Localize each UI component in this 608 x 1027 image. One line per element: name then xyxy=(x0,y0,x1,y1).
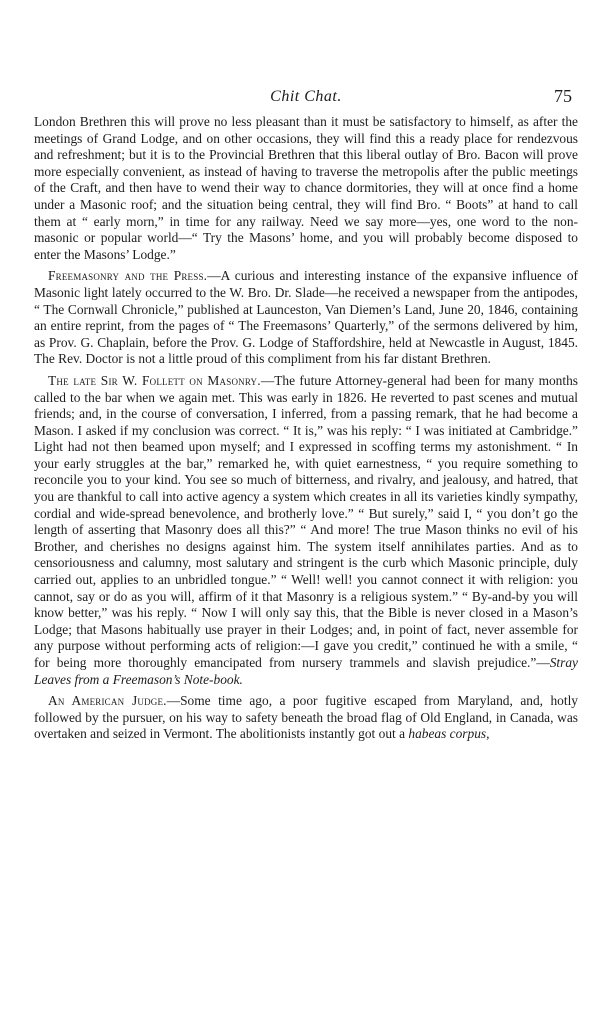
book-page xyxy=(34,84,578,748)
latin-term: habeas corpus, xyxy=(408,726,490,742)
paragraph-american-judge xyxy=(34,693,578,743)
source-citation: Stray Leaves from a Freemason’s Note-book. xyxy=(34,655,578,687)
page-header xyxy=(34,84,578,114)
running-title: Chit Chat. xyxy=(270,88,342,105)
section-heading: An American Judge. xyxy=(48,693,167,709)
body-text xyxy=(34,114,578,743)
paragraph-text: —The future Attorney-general had been for many months called to the bar when we again met. This was early in 1826. He reverted to past scenes and mutual friends; and, in the course of conversation, I inferred, from a passing remark, that he had become a Mason. I asked if my conclusion was correct. “ It is,” was his reply: “ I was initiated at Cambridge.” Light had not then beamed upon myself; and I expressed in scoffing terms my astonishment. “ In your early struggles at the bar,” remarked he, with quiet earnestness, “ you require something to reconcile you to your kind. You see so much of bitterness, and rivalry, and jealousy, and hatred, that you are thankful to call into active agency a system which creates in all its varieties kindly sympathy, cordial and wide-spread benevolence, and brotherly love.” “ But surely,” said I, “ you don’t go the length of asserting that Masonry does all this?” “ And more! The true Mason thinks no evil of his Brother, and cherishes no designs against him. The system itself annihilates parties. And as to censoriousness and calumny, most salutary and stringent is the curb which Masonic principle, duly carried out, applies to an unbridled tongue.” “ Well! well! you cannot connect it with religion: you cannot, say or do as you will, affirm of it that Masonry is a religious system.” “ By-and-by you will know better,” was his reply. “ Now I will only say this, that the Bible is never closed in a Mason’s Lodge; that Masons habitually use prayer in their Lodges; and, in point of fact, never assemble for any purpose without performing acts of religion:—I gave you credit,” continued he with a smile, “ for being more thoroughly emancipated from nursery trammels and slavish prejudice.”— xyxy=(34,372,579,670)
paragraph-text: —Some time ago, a poor fugitive escaped from Maryland, and, hotly followed by the pursuer, on his way to safety beneath the broad flag of Old England, in Canada, was overtaken and seized in Vermont. The abolitionists instantly got out a xyxy=(34,693,579,742)
paragraph-text: London Brethren this will prove no less pleasant than it must be satisfactory to himself, as after the meetings of Grand Lodge, and on other occasions, they will find this a ready place for rendezvous and refreshment; but it is to the Provincial Brethren that this liberal outlay of Bro. Bacon will prove more especially convenient, as instead of having to traverse the metropolis after the public meetings of the Craft, and then have to wend their way to chance dormitories, they will at once find a home under a Masonic roof; and the situation being central, they will find Bro. “ Boots” at hand to call them at “ early morn,” in time for any railway. Need we say more—yes, one word to the non-masonic or popular world—“ Try the Masons’ home, and you will probably become disposed to enter the Masons’ Lodge.” xyxy=(34,114,578,262)
page-number: 75 xyxy=(554,86,572,106)
section-heading: The late Sir W. Follett on Masonry. xyxy=(48,372,261,388)
paragraph-london-brethren xyxy=(34,114,578,263)
paragraph-freemasonry-press xyxy=(34,268,578,368)
paragraph-sir-follett xyxy=(34,373,578,688)
paragraph-text: —A curious and interesting instance of the expansive influence of Masonic light lately occurred to the W. Bro. Dr. Slade—he received a newspaper from the antipodes, “ The Cornwall Chronicle,” published at Launceston, Van Diemen’s Land, June 20, 1846, containing an entire reprint, from the pages of “ The Freemasons’ Quarterly,” of the sermons delivered by him, as Prov. G. Chaplain, before the Prov. G. Lodge of Staffordshire, held at Newcastle in August, 1845. The Rev. Doctor is not a little proud of this compliment from his far distant Brethren. xyxy=(34,268,578,367)
section-heading: Freemasonry and the Press. xyxy=(48,268,208,284)
